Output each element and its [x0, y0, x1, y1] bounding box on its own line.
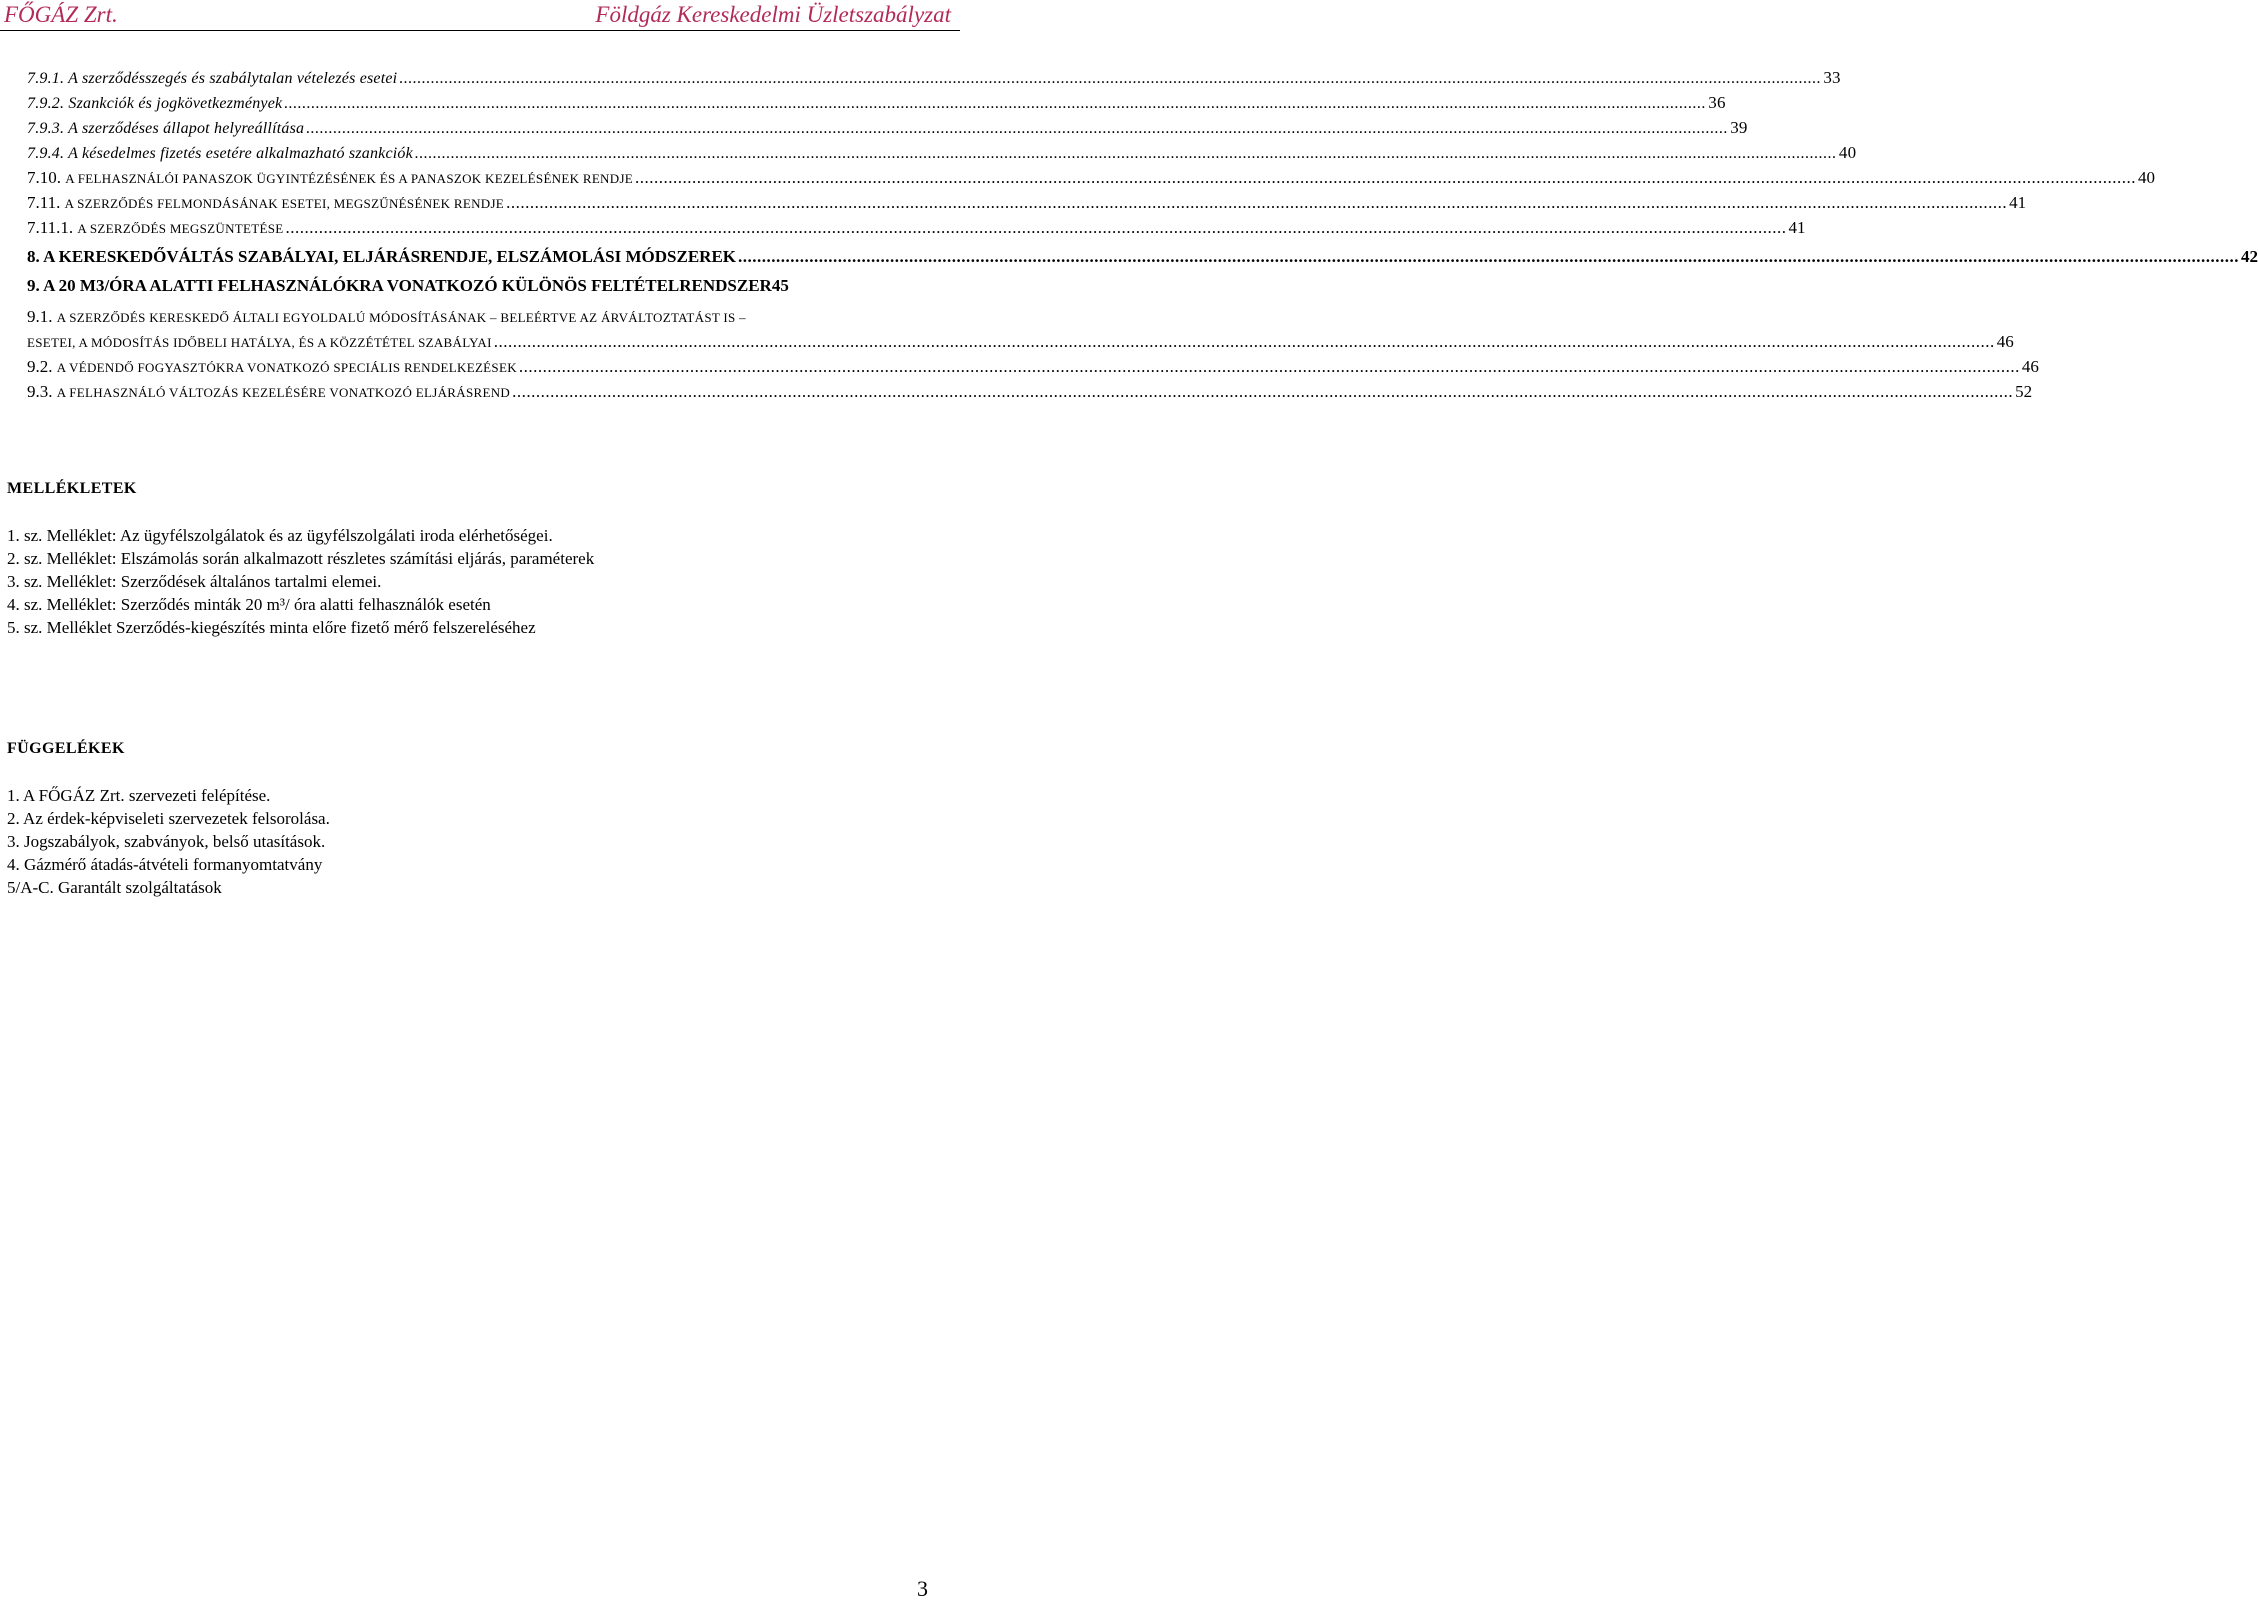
mellekletek-heading: MELLÉKLETEK: [7, 480, 137, 497]
toc-chapter[interactable]: 8. A KERESKEDŐVÁLTÁS SZABÁLYAI, ELJÁRÁSRENDJE, ELSZÁMOLÁSI MÓDSZEREK ..... 42: [27, 247, 949, 271]
fuggelekek-heading: FÜGGELÉKEK: [7, 740, 125, 757]
header-company: FŐGÁZ Zrt.: [4, 2, 118, 27]
toc-entry[interactable]: 7.9.3. A szerződéses állapot helyreállítása ..... 39: [27, 118, 949, 142]
list-item: 5/A-C. Garantált szolgáltatások: [7, 878, 222, 897]
mellekletek-list: [7, 526, 594, 641]
toc-entry[interactable]: 7.11.1. A SZERZŐDÉS MEGSZÜNTETÉSE ..... 41: [27, 218, 949, 242]
list-item: 1. A FŐGÁZ Zrt. szervezeti felépítése.: [7, 786, 271, 805]
list-item: 3. sz. Melléklet: Szerződések általános tartalmi elemei.: [7, 572, 382, 591]
toc-entry[interactable]: 7.9.2. Szankciók és jogkövetkezmények ..... 36: [27, 93, 949, 117]
list-item: 2. Az érdek-képviseleti szervezetek felsorolása.: [7, 809, 330, 828]
list-item: 2. sz. Melléklet: Elszámolás során alkalmazott részletes számítási eljárás, paraméterek: [7, 549, 595, 568]
list-item: 5. sz. Melléklet Szerződés-kiegészítés minta előre fizető mérő felszereléséhez: [7, 618, 536, 637]
fuggelekek-list: [7, 786, 330, 901]
list-item: 3. Jogszabályok, szabványok, belső utasítások.: [7, 832, 326, 851]
list-item: 1. sz. Melléklet: Az ügyfélszolgálatok és az ügyfélszolgálati iroda elérhetőségei.: [7, 526, 553, 545]
list-item: 4. sz. Melléklet: Szerződés minták 20 m³/ óra alatti felhasználók esetén: [7, 595, 491, 614]
list-item: 4. Gázmérő átadás-átvételi formanyomtatvány: [7, 855, 323, 874]
toc-entry[interactable]: ESETEI, A MÓDOSÍTÁS IDŐBELI HATÁLYA, ÉS A KÖZZÉTÉTEL SZABÁLYAI ..... 46: [27, 332, 949, 356]
page-number: 3: [917, 1576, 928, 1601]
toc-chapter[interactable]: 9. A 20 M3/ÓRA ALATTI FELHASZNÁLÓKRA VONATKOZÓ KÜLÖNÖS FELTÉTELRENDSZER 45: [27, 276, 789, 295]
toc-entry[interactable]: 7.10. A FELHASZNÁLÓI PANASZOK ÜGYINTÉZÉSÉNEK ÉS A PANASZOK KEZELÉSÉNEK RENDJE ..... 40: [27, 168, 949, 192]
toc-entry[interactable]: 9.2. A VÉDENDŐ FOGYASZTÓKRA VONATKOZÓ SPECIÁLIS RENDELKEZÉSEK ..... 46: [27, 357, 949, 381]
toc-entry[interactable]: 7.11. A SZERZŐDÉS FELMONDÁSÁNAK ESETEI, MEGSZŰNÉSÉNEK RENDJE ..... 41: [27, 193, 949, 217]
toc-entry[interactable]: 7.9.1. A szerződésszegés és szabálytalan vételezés esetei ..... 33: [27, 68, 949, 92]
toc-entry-line1[interactable]: 9.1. A SZERZŐDÉS KERESKEDŐ ÁLTALI EGYOLDALÚ MÓDOSÍTÁSÁNAK – BELEÉRTVE AZ ÁRVÁLTOZTATÁST IS –: [27, 307, 746, 326]
toc-entry[interactable]: 9.3. A FELHASZNÁLÓ VÁLTOZÁS KEZELÉSÉRE VONATKOZÓ ELJÁRÁSREND ..... 52: [27, 382, 949, 406]
header-document-title: Földgáz Kereskedelmi Üzletszabályzat: [595, 2, 951, 27]
toc-entry[interactable]: 7.9.4. A késedelmes fizetés esetére alkalmazható szankciók ..... 40: [27, 143, 949, 167]
page-header: [0, 0, 960, 31]
